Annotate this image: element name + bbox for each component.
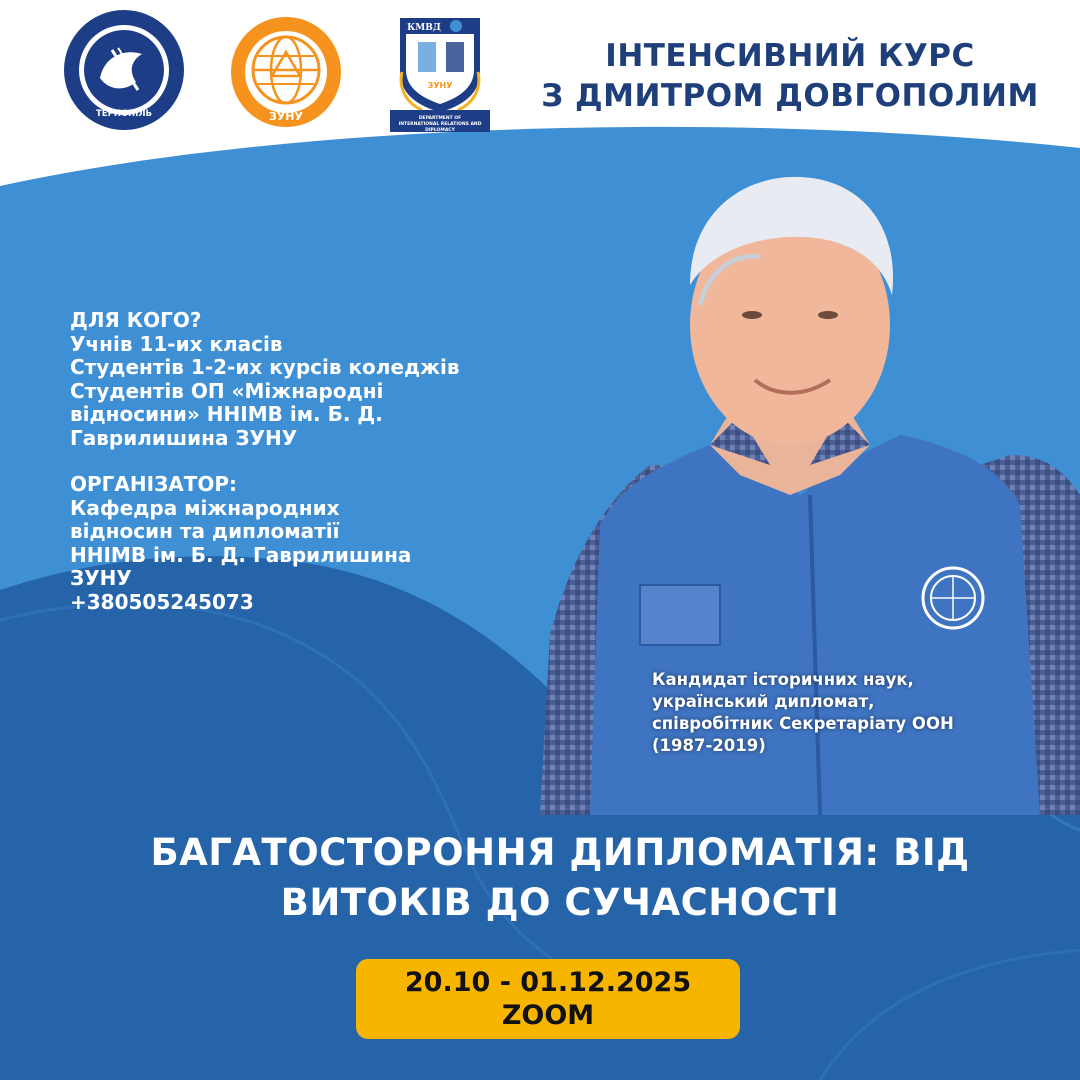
logo-shield-zunu-label: ЗУНУ: [427, 81, 453, 90]
logo-kmvd-label: КМВД: [407, 23, 441, 33]
caption-line: (1987-2019): [652, 736, 766, 755]
caption-line: Кандидат історичних наук,: [652, 670, 914, 689]
header-line-2: З ДМИТРОМ ДОВГОПОЛИМ: [541, 78, 1039, 114]
header-line-1: ІНТЕНСИВНИЙ КУРС: [605, 38, 975, 74]
university-seal-icon: [62, 8, 186, 132]
logo-city-label: ТЕРНОПІЛЬ: [96, 109, 152, 119]
audience-line: Студентів 1-2-их курсів коледжів: [70, 355, 460, 379]
caption-line: український дипломат,: [652, 692, 875, 711]
organizer-line: ЗУНУ: [70, 566, 132, 590]
organizer-line: відносин та дипломатії: [70, 519, 340, 543]
organizer-heading: ОРГАНІЗАТОР:: [70, 472, 238, 496]
audience-line: Гаврилишина ЗУНУ: [70, 425, 298, 450]
un-emblem-icon: [923, 568, 983, 628]
info-block: [70, 309, 590, 614]
header-title: [510, 36, 1070, 116]
organizer-phone: +380505245073: [70, 589, 254, 614]
svg-text:INTERNATIONAL RELATIONS AND: INTERNATIONAL RELATIONS AND: [398, 122, 482, 127]
logo-zunu-label: ЗУНУ: [269, 110, 303, 123]
event-dates-banner: [356, 959, 740, 1039]
svg-text:DIPLOMACY: DIPLOMACY: [425, 128, 455, 133]
institute-globe-icon: [230, 12, 342, 134]
audience-line: відносини» ННІМВ ім. Б. Д.: [70, 402, 383, 426]
organizer-line: Кафедра міжнародних: [70, 495, 340, 520]
audience-line: Учнів 11-их класів: [70, 331, 283, 356]
organizer-line: ННІМВ ім. Б. Д. Гаврилишина: [70, 542, 412, 567]
event-dates: 20.10 - 01.12.2025: [404, 967, 692, 998]
event-platform: ZOOM: [501, 1000, 595, 1031]
caption-line: співробітник Секретаріату ООН: [652, 714, 954, 733]
department-shield-icon: [388, 12, 492, 134]
course-title-line-2: ВИТОКІВ ДО СУЧАСНОСТІ: [280, 881, 840, 924]
course-title: [80, 828, 1040, 928]
audience-line: Студентів ОП «Міжнародні: [70, 378, 384, 403]
speaker-caption: [652, 669, 1072, 757]
course-title-line-1: БАГАТОСТОРОННЯ ДИПЛОМАТІЯ: ВІД: [150, 831, 970, 874]
audience-heading: ДЛЯ КОГО?: [70, 308, 202, 332]
svg-text:DEPARTMENT OF: DEPARTMENT OF: [418, 116, 462, 121]
